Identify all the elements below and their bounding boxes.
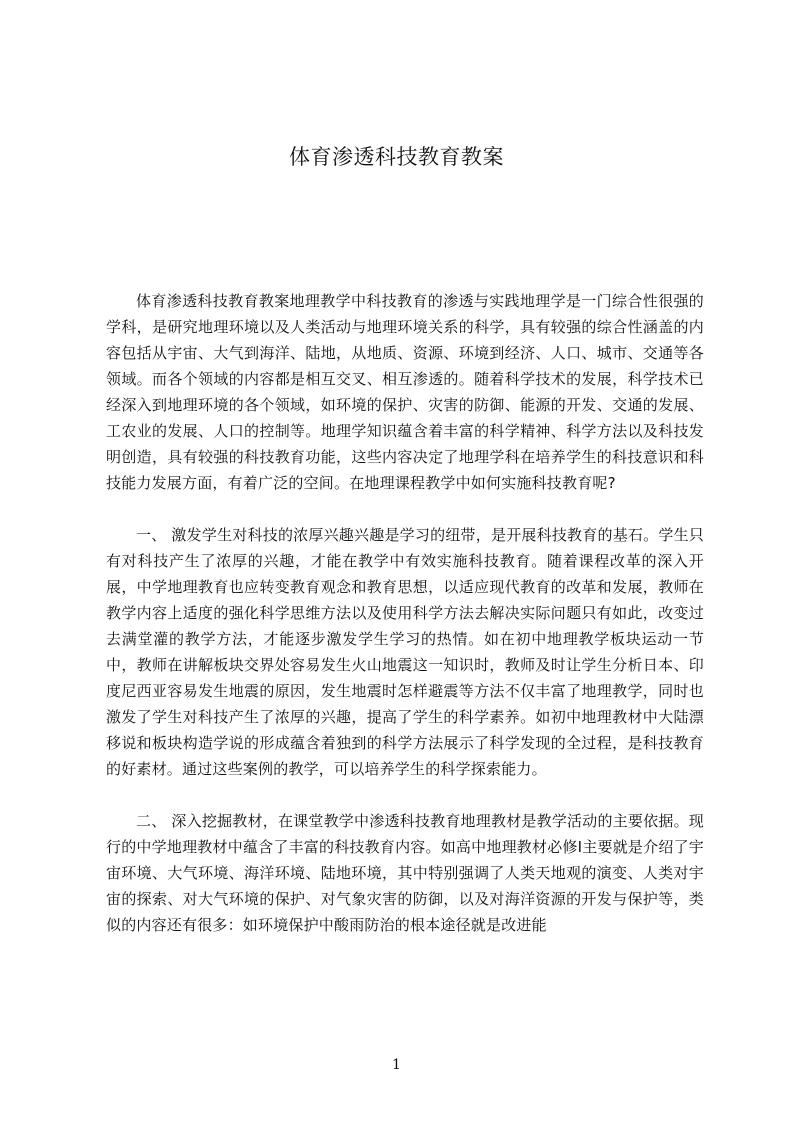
document-title: 体育渗透科技教育教案 [289,145,504,169]
paragraph-intro: 体育渗透科技教育教案地理教学中科技教育的渗透与实践地理学是一门综合性很强的学科，是研究地理环境以及人类活动与地理环境关系的科学，具有较强的综合性涵盖的内容包括从宇宙、大气到海洋、陆地，从地质、资源、环境到经济、人口、城市、交通等各领域。而各个领域的内容都是相互交叉、相互渗透的。随着科学技术的发展，科学技术已经深入到地理环境的各个领域，如环境的保护、灾害的防御、能源的开发、交通的发展、工农业的发展、人口的控制等。地理学知识蕴含着丰富的科学精神、科学方法以及科技发明创造，具有较强的科技教育功能，这些内容决定了地理学科在培养学生的科技意识和科技能力发展方面，有着广泛的空间。在地理课程教学中如何实施科技教育呢? [106,292,704,492]
page-number: 1 [392,1057,401,1073]
document-body [106,288,704,964]
paragraph-section-two: 二、 深入挖掘教材，在课堂教学中渗透科技教育地理教材是教学活动的主要依据。现行的中学地理教材中蕴含了丰富的科技教育内容。如高中地理教材必修Ⅰ主要就是介绍了宇宙环境、大气环境、海洋环境、陆地环境，其中特别强调了人类天地观的演变、人类对宇宙的探索、对大气环境的保护、对气象灾害的防御，以及对海洋资源的开发与保护等，类似的内容还有很多：如环境保护中酸雨防治的根本途径就是改进能 [106,812,704,934]
paragraph-section-one: 一、 激发学生对科技的浓厚兴趣兴趣是学习的纽带，是开展科技教育的基石。学生只有对科技产生了浓厚的兴趣，才能在教学中有效实施科技教育。随着课程改革的深入开展，中学地理教育也应转变教育观念和教育思想，以适应现代教育的改革和发展，教师在教学内容上适度的强化科学思维方法以及使用科学方法去解决实际问题只有如此，改变过去满堂灌的教学方法，才能逐步激发学生学习的热情。如在初中地理教学板块运动一节中，教师在讲解板块交界处容易发生火山地震这一知识时，教师及时让学生分析日本、印度尼西亚容易发生地震的原因，发生地震时怎样避震等方法不仅丰富了地理教学，同时也激发了学生对科技产生了浓厚的兴趣，提高了学生的科学素养。如初中地理教材中大陆漂移说和板块构造学说的形成蕴含着独到的科学方法展示了科学发现的全过程，是科技教育的好素材。通过这些案例的教学，可以培养学生的科学探索能力。 [106,526,704,778]
